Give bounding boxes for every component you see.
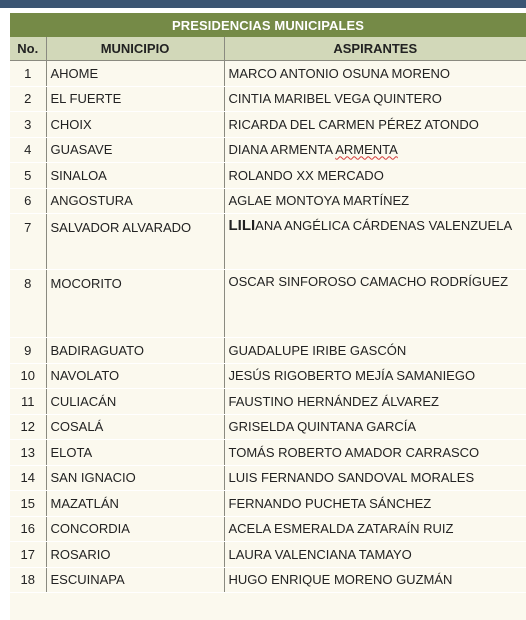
aspirante-cell: LAURA VALENCIANA TAMAYO [224,542,526,568]
municipio-cell: SINALOA [46,163,224,189]
table-row [10,414,526,440]
aspirante-cell [224,214,526,270]
municipio-cell: AHOME [46,61,224,87]
municipio-cell: ANGOSTURA [46,188,224,214]
row-number: 11 [10,389,46,415]
municipio-cell: CULIACÁN [46,389,224,415]
municipio-cell: CONCORDIA [46,516,224,542]
municipio-cell: SALVADOR ALVARADO [46,214,224,270]
row-number: 13 [10,440,46,466]
window-top-bar [0,0,526,8]
row-number: 14 [10,465,46,491]
aspirante-cell: HUGO ENRIQUE MORENO GUZMÁN [224,567,526,593]
table-row [10,163,526,189]
header-municipio: MUNICIPIO [46,37,224,61]
row-number: 18 [10,567,46,593]
row-number: 9 [10,338,46,364]
municipio-cell: EL FUERTE [46,86,224,112]
table-row [10,567,526,593]
row-number: 7 [10,214,46,270]
aspirante-cell: JESÚS RIGOBERTO MEJÍA SAMANIEGO [224,363,526,389]
header-no: No. [10,37,46,61]
municipio-cell: ELOTA [46,440,224,466]
table-row [10,491,526,517]
municipio-cell: NAVOLATO [46,363,224,389]
municipio-cell: GUASAVE [46,137,224,163]
aspirante-cell: ROLANDO XX MERCADO [224,163,526,189]
row-number: 16 [10,516,46,542]
row-number: 3 [10,112,46,138]
aspirante-text-emphasized: LILI [228,217,256,234]
table-row [10,86,526,112]
table-row [10,338,526,364]
row-number: 12 [10,414,46,440]
aspirante-cell: LUIS FERNANDO SANDOVAL MORALES [224,465,526,491]
municipio-cell: COSALÁ [46,414,224,440]
municipio-cell: SAN IGNACIO [46,465,224,491]
municipio-cell: MOCORITO [46,270,224,338]
municipio-cell: ESCUINAPA [46,567,224,593]
table-row [10,440,526,466]
candidates-table [10,13,526,593]
row-number: 15 [10,491,46,517]
table-row [10,389,526,415]
aspirante-cell: TOMÁS ROBERTO AMADOR CARRASCO [224,440,526,466]
aspirante-cell: RICARDA DEL CARMEN PÉREZ ATONDO [224,112,526,138]
row-number: 17 [10,542,46,568]
row-number: 2 [10,86,46,112]
aspirante-cell: MARCO ANTONIO OSUNA MORENO [224,61,526,87]
table-row [10,112,526,138]
table-row [10,188,526,214]
municipio-cell: BADIRAGUATO [46,338,224,364]
row-number: 1 [10,61,46,87]
row-number: 6 [10,188,46,214]
table-row [10,542,526,568]
aspirante-cell: CINTIA MARIBEL VEGA QUINTERO [224,86,526,112]
aspirante-cell: AGLAE MONTOYA MARTÍNEZ [224,188,526,214]
row-number: 4 [10,137,46,163]
row-number: 8 [10,270,46,338]
table-title: PRESIDENCIAS MUNICIPALES [10,13,526,37]
aspirante-cell: ACELA ESMERALDA ZATARAÍN RUIZ [224,516,526,542]
table-row [10,61,526,87]
municipio-cell: CHOIX [46,112,224,138]
aspirante-cell: GRISELDA QUINTANA GARCÍA [224,414,526,440]
table-row [10,270,526,338]
aspirante-text: ANA ANGÉLICA CÁRDENAS VALENZUELA [255,218,513,233]
table-row [10,214,526,270]
spellcheck-flagged-word: ARMENTA [335,142,398,158]
table-row [10,137,526,163]
aspirante-cell: OSCAR SINFOROSO CAMACHO RODRÍGUEZ [224,270,526,338]
spreadsheet-area [10,13,526,620]
table-row [10,516,526,542]
municipio-cell: ROSARIO [46,542,224,568]
aspirante-cell: FAUSTINO HERNÁNDEZ ÁLVAREZ [224,389,526,415]
municipio-cell: MAZATLÁN [46,491,224,517]
row-number: 10 [10,363,46,389]
row-number: 5 [10,163,46,189]
aspirante-text: DIANA ARMENTA [228,142,336,158]
aspirante-cell: GUADALUPE IRIBE GASCÓN [224,338,526,364]
aspirante-cell [224,137,526,163]
header-row [10,37,526,61]
table-row [10,465,526,491]
aspirante-cell: FERNANDO PUCHETA SÁNCHEZ [224,491,526,517]
table-row [10,363,526,389]
header-aspirantes: ASPIRANTES [224,37,526,61]
